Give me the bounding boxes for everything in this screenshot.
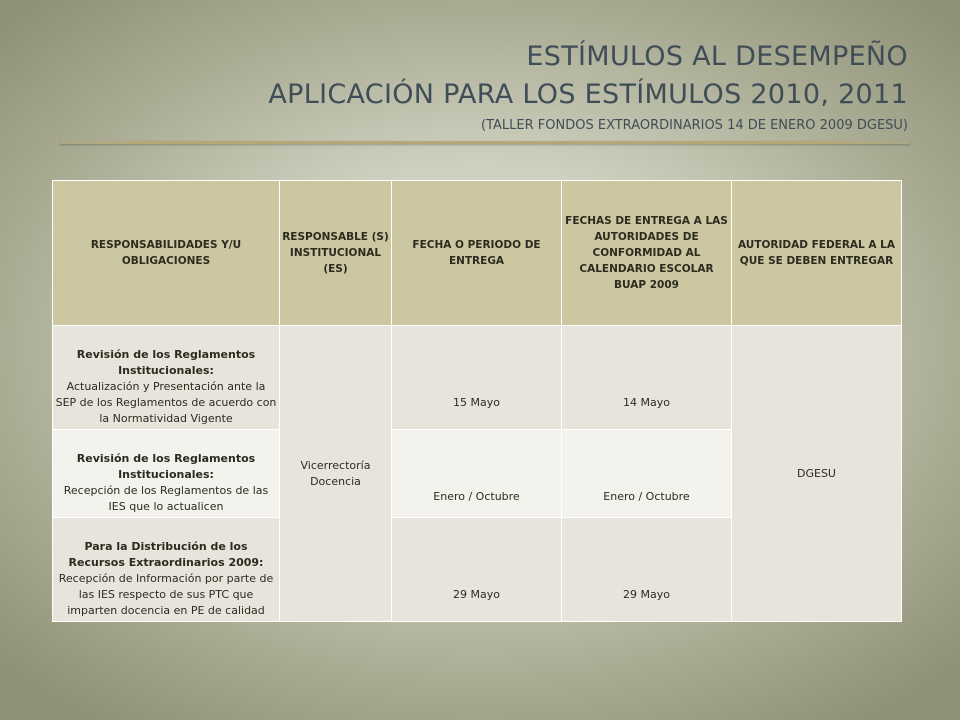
- title-line-1: ESTÍMULOS AL DESEMPEÑO: [526, 41, 908, 72]
- responsibilities-table: [52, 180, 902, 622]
- title-subtitle: (TALLER FONDOS EXTRAORDINARIOS 14 DE ENERO 2009 DGESU): [481, 118, 908, 133]
- header-responsable: RESPONSABLE (S) INSTITUCIONAL (ES): [280, 181, 392, 326]
- fecha-cell: 29 Mayo: [392, 518, 562, 622]
- title-divider: [60, 141, 910, 144]
- fecha-buap-cell: 14 Mayo: [562, 326, 732, 430]
- fecha-buap-cell: Enero / Octubre: [562, 430, 732, 518]
- title-line-2: APLICACIÓN PARA LOS ESTÍMULOS 2010, 2011: [268, 79, 908, 110]
- responsibility-title: Revisión de los Reglamentos Institucionales:: [76, 348, 256, 377]
- fecha-buap-cell: 29 Mayo: [562, 518, 732, 622]
- responsibility-title: Para la Distribución de los Recursos Extraordinarios 2009:: [68, 540, 264, 569]
- header-fechas-buap: FECHAS DE ENTREGA A LAS AUTORIDADES DE CONFORMIDAD AL CALENDARIO ESCOLAR BUAP 2009: [562, 181, 732, 326]
- responsibility-cell: [53, 518, 280, 622]
- responsibility-description: Recepción de los Reglamentos de las IES que lo actualicen: [63, 484, 269, 513]
- fecha-cell: 15 Mayo: [392, 326, 562, 430]
- responsibility-title: Revisión de los Reglamentos Institucionales:: [76, 452, 256, 481]
- slide-title: [268, 38, 908, 136]
- table-header-row: [53, 181, 902, 326]
- header-autoridad: AUTORIDAD FEDERAL A LA QUE SE DEBEN ENTREGAR: [732, 181, 902, 326]
- responsable-cell: Vicerrectoría Docencia: [280, 326, 392, 622]
- header-responsabilidades: RESPONSABILIDADES Y/U OBLIGACIONES: [53, 181, 280, 326]
- autoridad-cell: DGESU: [732, 326, 902, 622]
- responsibility-cell: [53, 326, 280, 430]
- header-fecha: FECHA O PERIODO DE ENTREGA: [392, 181, 562, 326]
- fecha-cell: Enero / Octubre: [392, 430, 562, 518]
- responsibility-description: Recepción de Información por parte de las IES respecto de sus PTC que imparten docencia en PE de calidad: [58, 572, 274, 617]
- table-row: [53, 326, 902, 430]
- responsibility-cell: [53, 430, 280, 518]
- responsibility-description: Actualización y Presentación ante la SEP de los Reglamentos de acuerdo con la Normatividad Vigente: [55, 380, 277, 425]
